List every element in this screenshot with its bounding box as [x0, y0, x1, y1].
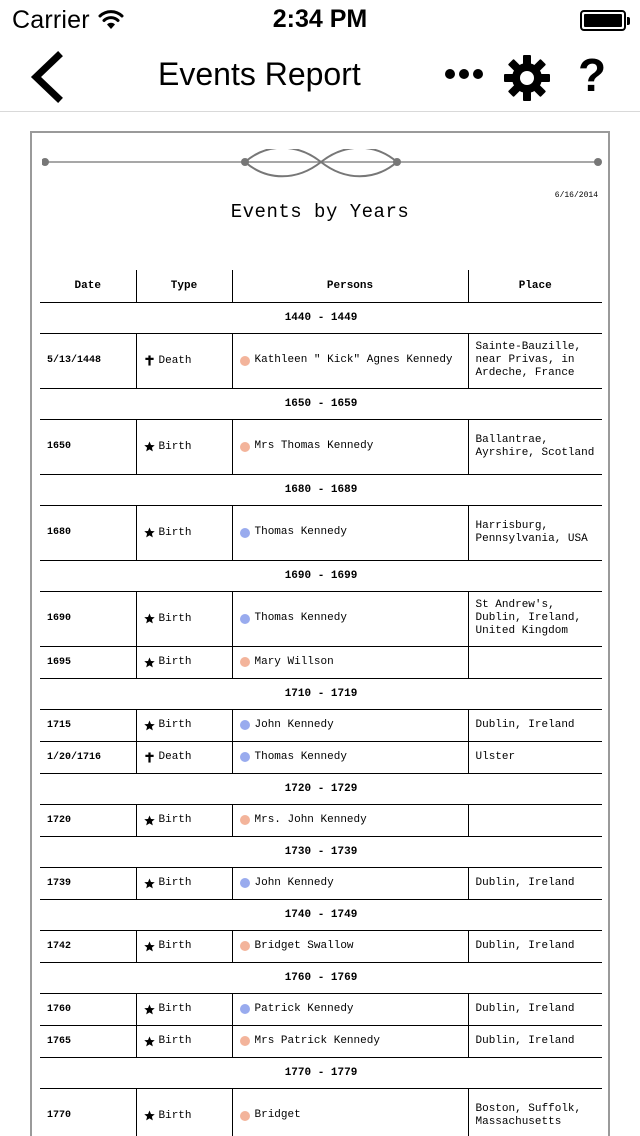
clock: 2:34 PM — [272, 5, 368, 33]
event-person: Kathleen " Kick" Agnes Kennedy — [254, 354, 453, 366]
event-type: Birth — [158, 719, 192, 731]
event-person-cell — [232, 505, 468, 560]
gender-dot-icon — [240, 356, 250, 366]
event-type-cell — [136, 419, 232, 474]
table-row — [40, 591, 602, 646]
table-row — [40, 1088, 602, 1136]
decade-label: 1760 - 1769 — [40, 962, 602, 993]
event-date: 1765 — [40, 1025, 136, 1057]
status-bar — [0, 0, 640, 40]
event-person-cell — [232, 1088, 468, 1136]
decade-header-row — [40, 678, 602, 709]
event-person-cell — [232, 646, 468, 678]
event-place: Ballantrae, Ayrshire, Scotland — [468, 419, 602, 474]
star-icon — [144, 815, 155, 826]
header-date: Date — [40, 270, 136, 302]
event-type-cell — [136, 741, 232, 773]
event-person: John Kennedy — [254, 718, 334, 731]
event-date: 1720 — [40, 804, 136, 836]
event-type-cell — [136, 1088, 232, 1136]
event-person-cell — [232, 333, 468, 388]
event-type-cell — [136, 993, 232, 1025]
report-date: 6/16/2014 — [554, 191, 598, 200]
event-person: Thomas Kennedy — [254, 526, 347, 538]
carrier-label: Carrier — [12, 6, 90, 34]
event-date: 1760 — [40, 993, 136, 1025]
decade-label: 1440 - 1449 — [40, 302, 602, 333]
event-type-cell — [136, 709, 232, 741]
cross-icon — [144, 355, 155, 366]
report-title: Events by Years — [230, 201, 410, 223]
star-icon — [144, 441, 155, 452]
decade-header-row — [40, 836, 602, 867]
event-place: Dublin, Ireland — [468, 1025, 602, 1057]
event-date: 1770 — [40, 1088, 136, 1136]
event-type-cell — [136, 1025, 232, 1057]
event-person: Thomas Kennedy — [254, 612, 347, 624]
event-person-cell — [232, 804, 468, 836]
event-person-cell — [232, 709, 468, 741]
event-place: Sainte-Bauzille, near Privas, in Ardeche, France — [468, 333, 602, 388]
nav-bar — [0, 40, 640, 112]
event-type-cell — [136, 867, 232, 899]
star-icon — [144, 878, 155, 889]
event-place: Dublin, Ireland — [468, 993, 602, 1025]
star-icon — [144, 1004, 155, 1015]
event-type: Birth — [158, 814, 192, 826]
event-type: Death — [158, 751, 192, 763]
event-date: 1695 — [40, 646, 136, 678]
event-type: Birth — [158, 1035, 192, 1047]
event-type: Birth — [158, 1003, 192, 1015]
header-persons: Persons — [232, 270, 468, 302]
page-title: Events Report — [158, 56, 361, 92]
table-row — [40, 867, 602, 899]
event-date: 1690 — [40, 591, 136, 646]
event-type: Death — [158, 354, 192, 367]
table-row — [40, 993, 602, 1025]
table-row — [40, 333, 602, 388]
event-person: Thomas Kennedy — [254, 750, 347, 763]
event-person-cell — [232, 1025, 468, 1057]
event-place — [468, 646, 602, 678]
star-icon — [144, 720, 155, 731]
event-place: Dublin, Ireland — [468, 709, 602, 741]
table-row — [40, 930, 602, 962]
gender-dot-icon — [240, 442, 250, 452]
event-person-cell — [232, 591, 468, 646]
decade-header-row — [40, 1057, 602, 1088]
gender-dot-icon — [240, 878, 250, 888]
event-type-cell — [136, 930, 232, 962]
gender-dot-icon — [240, 1036, 250, 1046]
decade-label: 1720 - 1729 — [40, 773, 602, 804]
event-date: 1715 — [40, 709, 136, 741]
more-options-button[interactable] — [444, 62, 484, 86]
table-row — [40, 646, 602, 678]
event-place: Boston, Suffolk, Massachusetts — [468, 1088, 602, 1136]
table-row — [40, 505, 602, 560]
gender-dot-icon — [240, 752, 250, 762]
event-type: Birth — [158, 440, 192, 453]
event-date: 1680 — [40, 505, 136, 560]
star-icon — [144, 657, 155, 668]
decade-header-row — [40, 474, 602, 505]
decade-header-row — [40, 302, 602, 333]
gender-dot-icon — [240, 941, 250, 951]
event-type-cell — [136, 591, 232, 646]
decade-label: 1730 - 1739 — [40, 836, 602, 867]
event-place: Harrisburg, Pennsylvania, USA — [468, 505, 602, 560]
event-place: Dublin, Ireland — [468, 867, 602, 899]
event-person: Mary Willson — [254, 655, 334, 668]
event-type: Birth — [158, 877, 192, 889]
gender-dot-icon — [240, 720, 250, 730]
decade-header-row — [40, 773, 602, 804]
battery-icon — [580, 10, 626, 31]
decade-label: 1740 - 1749 — [40, 899, 602, 930]
event-date: 1742 — [40, 930, 136, 962]
star-icon — [144, 941, 155, 952]
events-table-body — [40, 302, 602, 1136]
decade-header-row — [40, 899, 602, 930]
table-row — [40, 419, 602, 474]
event-place: Dublin, Ireland — [468, 930, 602, 962]
event-place — [468, 804, 602, 836]
decade-header-row — [40, 560, 602, 591]
table-row — [40, 741, 602, 773]
decade-label: 1680 - 1689 — [40, 474, 602, 505]
gender-dot-icon — [240, 528, 250, 538]
event-type-cell — [136, 505, 232, 560]
event-person: Bridget Swallow — [254, 939, 354, 952]
decade-label: 1690 - 1699 — [40, 560, 602, 591]
table-row — [40, 1025, 602, 1057]
table-row — [40, 804, 602, 836]
decade-label: 1770 - 1779 — [40, 1057, 602, 1088]
event-date: 1/20/1716 — [40, 741, 136, 773]
header-place: Place — [468, 270, 602, 302]
event-person: Bridget — [254, 1109, 301, 1121]
decade-label: 1710 - 1719 — [40, 678, 602, 709]
event-type: Birth — [158, 526, 192, 539]
table-header-row — [40, 270, 602, 302]
star-icon — [144, 1036, 155, 1047]
star-icon — [144, 1110, 155, 1121]
events-table — [40, 270, 602, 1136]
decade-label: 1650 - 1659 — [40, 388, 602, 419]
settings-button[interactable] — [503, 54, 551, 102]
report-page — [30, 131, 610, 1136]
gender-dot-icon — [240, 614, 250, 624]
cross-icon — [144, 752, 155, 763]
event-person: Mrs Thomas Kennedy — [254, 440, 374, 452]
gender-dot-icon — [240, 657, 250, 667]
event-person: Mrs. John Kennedy — [254, 813, 367, 826]
event-place: Ulster — [468, 741, 602, 773]
event-person: Mrs Patrick Kennedy — [254, 1034, 380, 1047]
header-type: Type — [136, 270, 232, 302]
event-type: Birth — [158, 940, 192, 952]
event-person: John Kennedy — [254, 876, 334, 889]
event-person: Patrick Kennedy — [254, 1002, 354, 1015]
gender-dot-icon — [240, 1004, 250, 1014]
event-type-cell — [136, 804, 232, 836]
event-type: Birth — [158, 612, 192, 625]
event-person-cell — [232, 867, 468, 899]
event-date: 5/13/1448 — [40, 333, 136, 388]
decade-header-row — [40, 388, 602, 419]
help-button[interactable]: ? — [577, 49, 607, 101]
event-type: Birth — [158, 1109, 192, 1122]
event-type-cell — [136, 333, 232, 388]
ornament-divider — [42, 149, 602, 181]
event-type-cell — [136, 646, 232, 678]
star-icon — [144, 613, 155, 624]
event-date: 1650 — [40, 419, 136, 474]
table-row — [40, 709, 602, 741]
gender-dot-icon — [240, 815, 250, 825]
gender-dot-icon — [240, 1111, 250, 1121]
event-date: 1739 — [40, 867, 136, 899]
event-type: Birth — [158, 656, 192, 668]
event-place: St Andrew's, Dublin, Ireland, United Kingdom — [468, 591, 602, 646]
event-person-cell — [232, 993, 468, 1025]
decade-header-row — [40, 962, 602, 993]
star-icon — [144, 527, 155, 538]
event-person-cell — [232, 930, 468, 962]
back-button[interactable] — [26, 50, 70, 104]
event-person-cell — [232, 419, 468, 474]
event-person-cell — [232, 741, 468, 773]
